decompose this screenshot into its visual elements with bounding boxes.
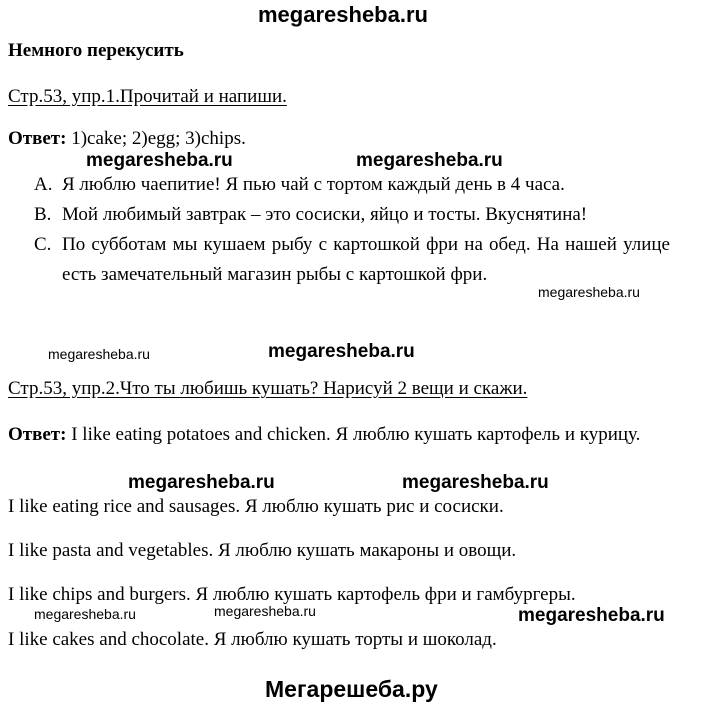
site-watermark-small: megaresheba.ru: [48, 346, 150, 362]
site-watermark: megaresheba.ru: [128, 472, 275, 493]
answer-line: I like pasta and vegetables. Я люблю кушать макароны и овощи.: [8, 540, 517, 561]
site-watermark: megaresheba.ru: [268, 341, 415, 362]
answer-line: I like cakes and chocolate. Я люблю кушать торты и шоколад.: [8, 629, 497, 650]
exercise-2-header: Стр.53, упр.2.Что ты любишь кушать? Нарисуй 2 вещи и скажи.: [8, 378, 528, 399]
site-watermark: megaresheba.ru: [402, 472, 549, 493]
exercise-2-answer: [8, 420, 698, 450]
list-text: Я люблю чаепитие! Я пью чай с тортом каждый день в 4 часа.: [62, 174, 565, 195]
answer-text: I like eating potatoes and chicken. Я люблю кушать картофель и курицу.: [66, 424, 641, 445]
list-item-a: [34, 170, 670, 200]
answer-line: I like chips and burgers. Я люблю кушать картофель фри и гамбургеры.: [8, 584, 576, 605]
list-item-b: [34, 200, 670, 230]
list-letter: B.: [34, 204, 52, 225]
list-letter: A.: [34, 174, 53, 195]
page-title: Немного перекусить: [8, 40, 184, 61]
list-letter: C.: [34, 234, 52, 255]
site-watermark-top: megaresheba.ru: [258, 2, 428, 27]
answer-label: Ответ:: [8, 128, 67, 149]
list-text: Мой любимый завтрак – это сосиски, яйцо и тосты. Вкуснятина!: [62, 204, 588, 225]
site-watermark-small: megaresheba.ru: [34, 606, 136, 622]
answer-text: 1)cake; 2)egg; 3)chips.: [66, 128, 246, 149]
site-watermark: megaresheba.ru: [518, 605, 665, 626]
answer-line: I like eating rice and sausages. Я люблю кушать рис и сосиски.: [8, 496, 504, 517]
answer-label: Ответ:: [8, 424, 67, 445]
site-watermark: megaresheba.ru: [86, 150, 233, 171]
site-watermark-small: megaresheba.ru: [214, 603, 316, 619]
site-watermark-small: megaresheba.ru: [538, 284, 640, 300]
site-watermark: megaresheba.ru: [356, 150, 503, 171]
list-text: По субботам мы кушаем рыбу с картошкой фри на обед. На нашей улице есть замечательный магазин рыбы с картошкой фри.: [62, 234, 670, 285]
exercise-1-header: Стр.53, упр.1.Прочитай и напиши.: [8, 86, 287, 107]
footer-brand: Мегарешеба.ру: [265, 676, 438, 702]
list-item-c: [34, 230, 670, 290]
